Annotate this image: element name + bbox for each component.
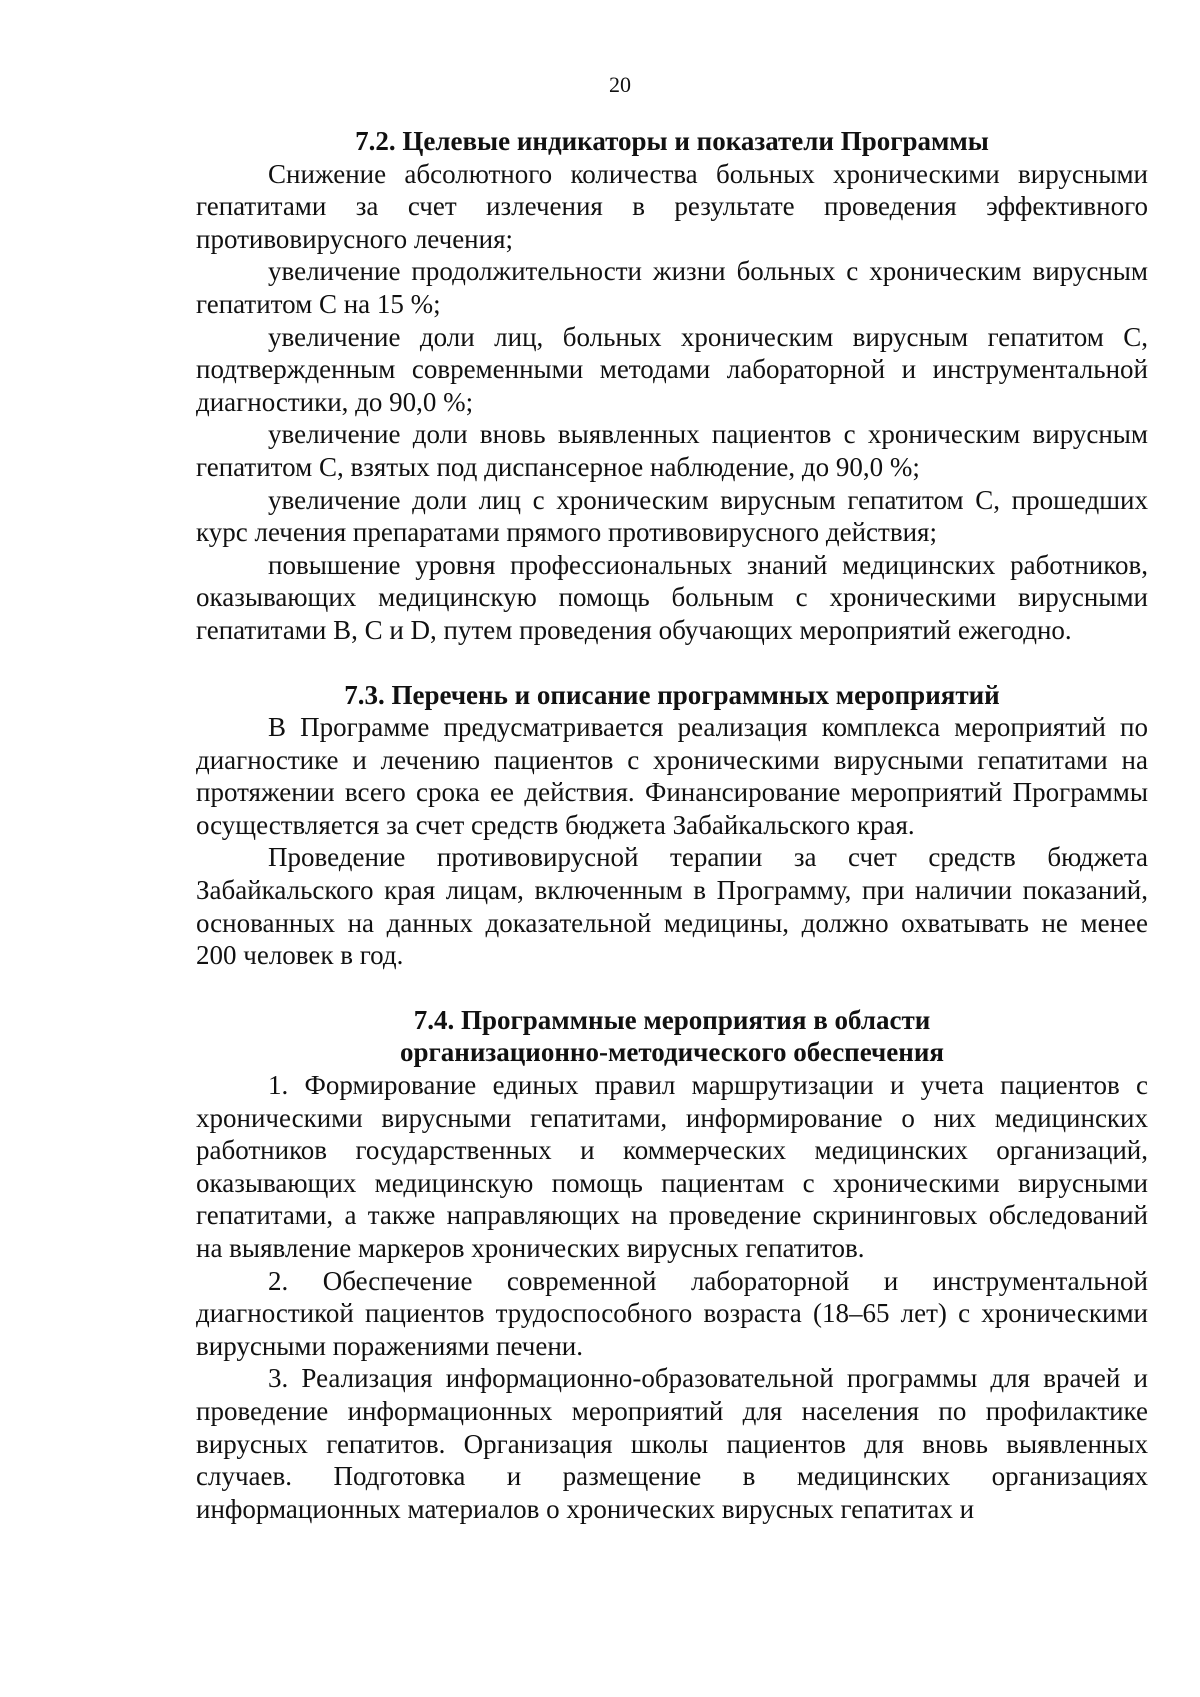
paragraph: увеличение доли вновь выявленных пациентов с хроническим вирусным гепатитом С, взятых под диспансерное наблюдение, до 90,0 %; xyxy=(196,419,1148,482)
paragraph: Снижение абсолютного количества больных хроническими вирусными гепатитами за счет излечения в результате проведения эффективного противовирусного лечения; xyxy=(196,158,1148,254)
paragraph: В Программе предусматривается реализация комплекса мероприятий по диагностике и лечению пациентов с хроническими вирусными гепатитами на протяжении всего срока ее действия. Финансирование мероприятий Программы осуществляется за счет средств бюджета Забайкальского края. xyxy=(196,712,1148,840)
section-heading-7-2: 7.2. Целевые индикаторы и показатели Программы xyxy=(355,126,989,156)
paragraph: повышение уровня профессиональных знаний медицинских работников, оказывающих медицинскую помощь больным с хроническими вирусными гепатитами В, С и D, путем проведения обучающих мероприятий ежегодно. xyxy=(196,549,1148,645)
paragraph: Проведение противовирусной терапии за счет средств бюджета Забайкальского края лицам, включенным в Программу, при наличии показаний, основанных на данных доказательной медицины, должно охватывать не менее 200 человек в год. xyxy=(196,842,1148,971)
paragraph: 2. Обеспечение современной лабораторной и инструментальной диагностикой пациентов трудоспособного возраста (18–65 лет) с хроническими вирусными поражениями печени. xyxy=(196,1265,1148,1361)
paragraph: 1. Формирование единых правил маршрутизации и учета пациентов с хроническими вирусными гепатитами, информирование о них медицинских работников государственных и коммерческих медицинских организаций, оказывающих медицинскую помощь пациентам с хроническими вирусными гепатитами, а также направляющих на проведение скрининговых обследований на выявление маркеров хронических вирусных гепатитов. xyxy=(196,1070,1148,1263)
section-heading-7-4-line2: организационно-методического обеспечения xyxy=(400,1037,944,1068)
paragraph: увеличение доли лиц с хроническим вирусным гепатитом С, прошедших курс лечения препаратами прямого противовирусного действия; xyxy=(196,484,1148,548)
document-body xyxy=(196,125,1148,1525)
paragraph: 3. Реализация информационно-образовательной программы для врачей и проведение информационных мероприятий для населения по профилактике вирусных гепатитов. Организация школы пациентов для вновь выявленных случаев. Подготовка и размещение в медицинских организациях информационных материалов о хронических вирусных гепатитах и xyxy=(196,1363,1148,1524)
section-heading-7-3: 7.3. Перечень и описание программных мероприятий xyxy=(344,679,1000,710)
paragraph: увеличение доли лиц, больных хроническим вирусным гепатитом С, подтвержденным современными методами лабораторной и инструментальной диагностики, до 90,0 %; xyxy=(196,321,1148,417)
section-heading-7-4 xyxy=(196,1004,1148,1069)
page-number: 20 xyxy=(609,72,631,97)
section-heading-7-4-line1: 7.4. Программные мероприятия в области xyxy=(413,1004,931,1035)
paragraph: увеличение продолжительности жизни больных с хроническим вирусным гепатитом С на 15 %; xyxy=(196,256,1148,319)
